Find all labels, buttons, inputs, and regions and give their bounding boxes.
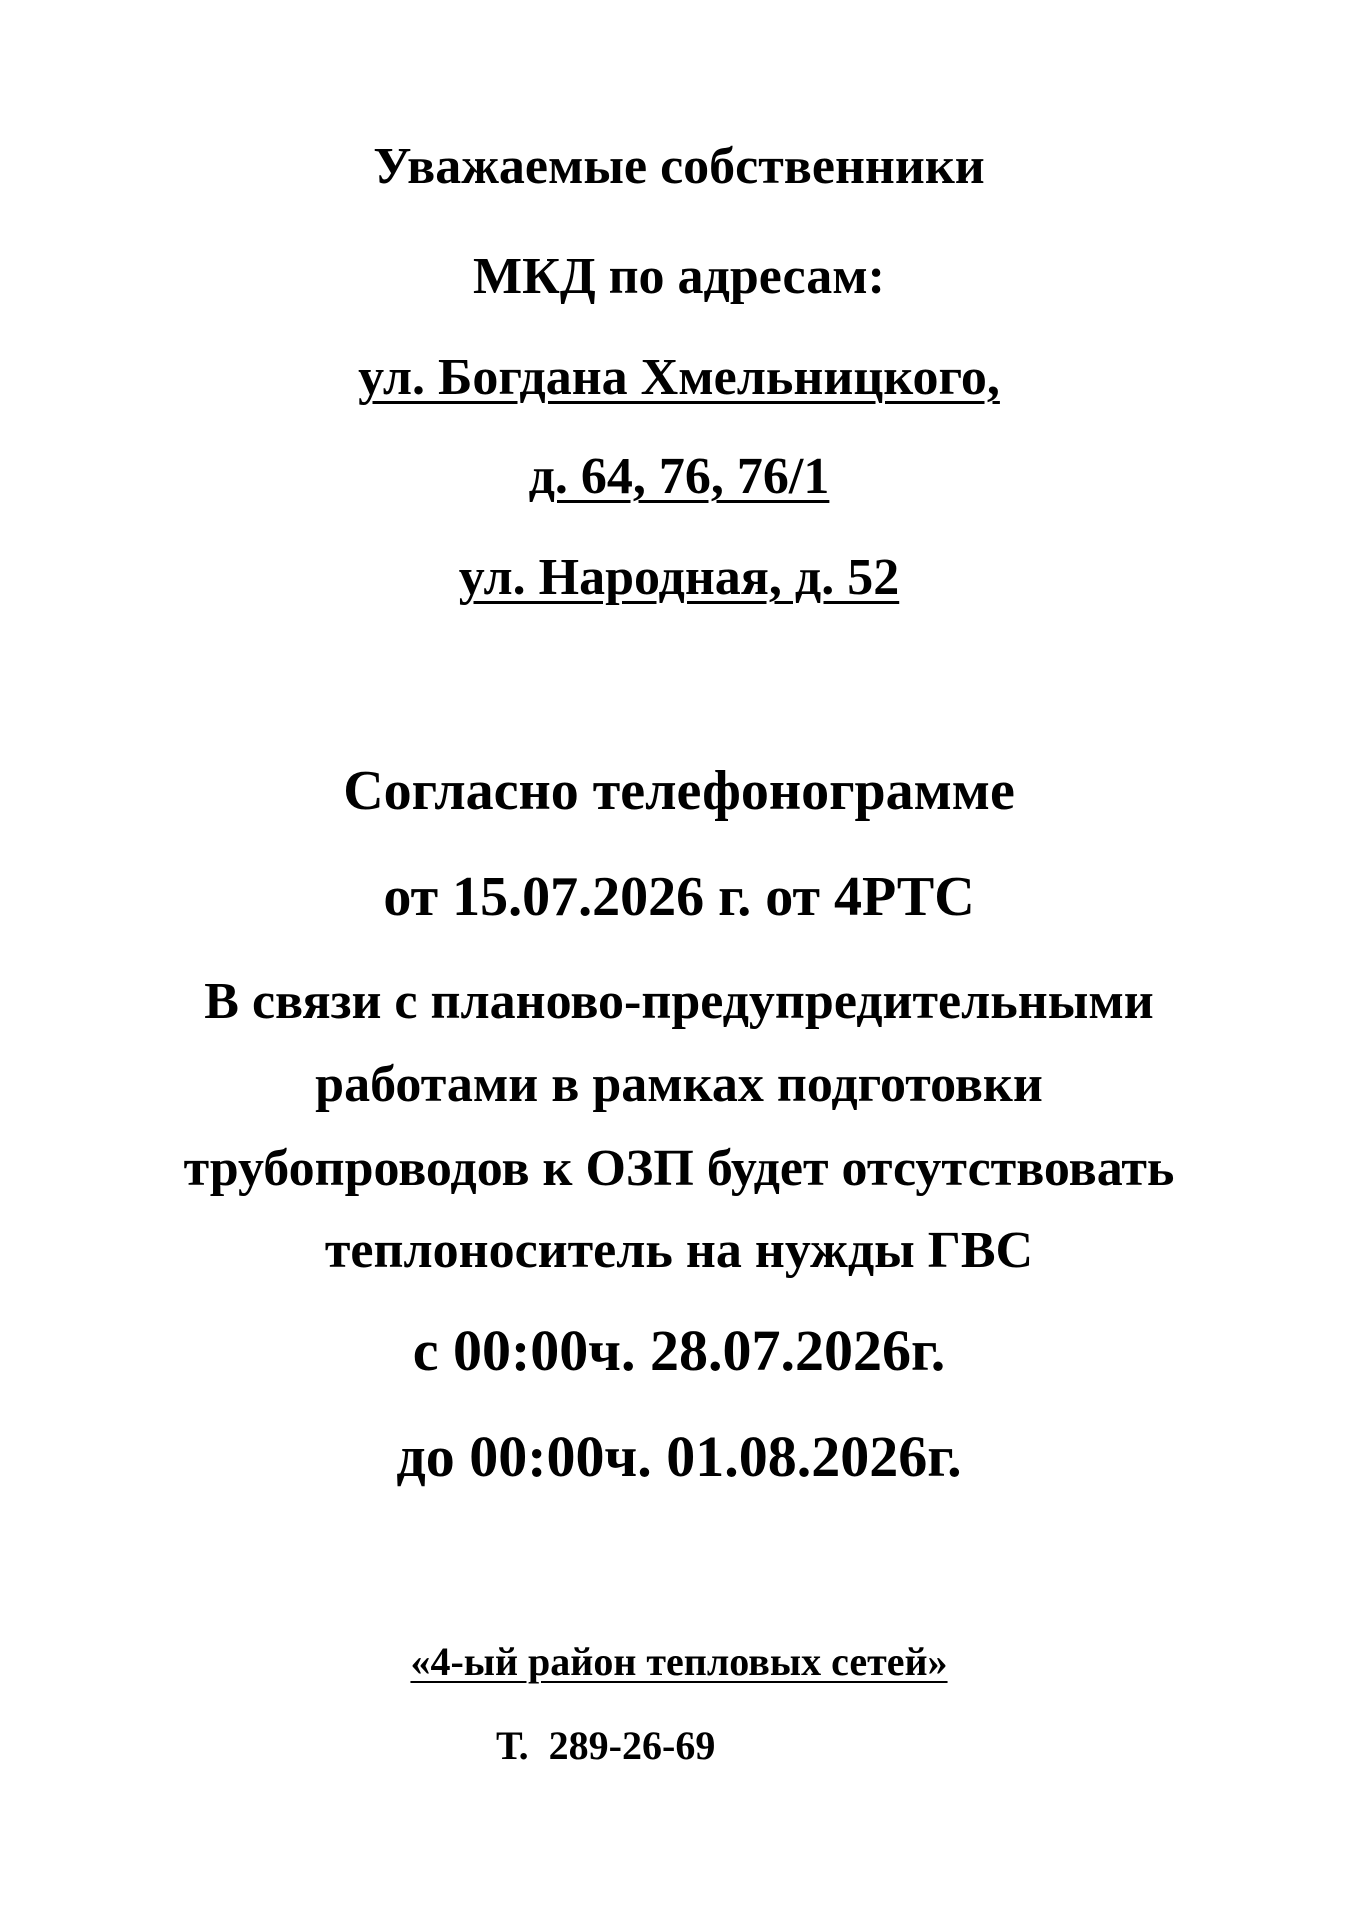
body-line-3: трубопроводов к ОЗП будет отсутствовать <box>183 1140 1175 1197</box>
body-line-1: В связи с планово-предупредительными <box>204 973 1154 1030</box>
greeting-line-2: МКД по адресам: <box>473 248 885 305</box>
address-houses-1: д. 64, 76, 76/1 <box>528 448 830 505</box>
period-from: с 00:00ч. 28.07.2026г. <box>412 1318 946 1383</box>
greeting-line-1: Уважаемые собственники <box>373 138 985 195</box>
reference-line-1: Согласно телефонограмме <box>343 760 1015 822</box>
period-to: до 00:00ч. 01.08.2026г. <box>396 1424 962 1489</box>
signature-phone: Т. 289-26-69 <box>496 1723 716 1768</box>
reference-line-2: от 15.07.2026 г. от 4РТС <box>383 866 975 928</box>
body-line-4: теплоноситель на нужды ГВС <box>324 1222 1034 1279</box>
signature-organization: «4-ый район тепловых сетей» <box>410 1639 948 1684</box>
address-street-2: ул. Народная, д. 52 <box>458 549 900 606</box>
address-street-1: ул. Богдана Хмельницкого, <box>358 349 1000 406</box>
body-line-2: работами в рамках подготовки <box>315 1056 1043 1113</box>
